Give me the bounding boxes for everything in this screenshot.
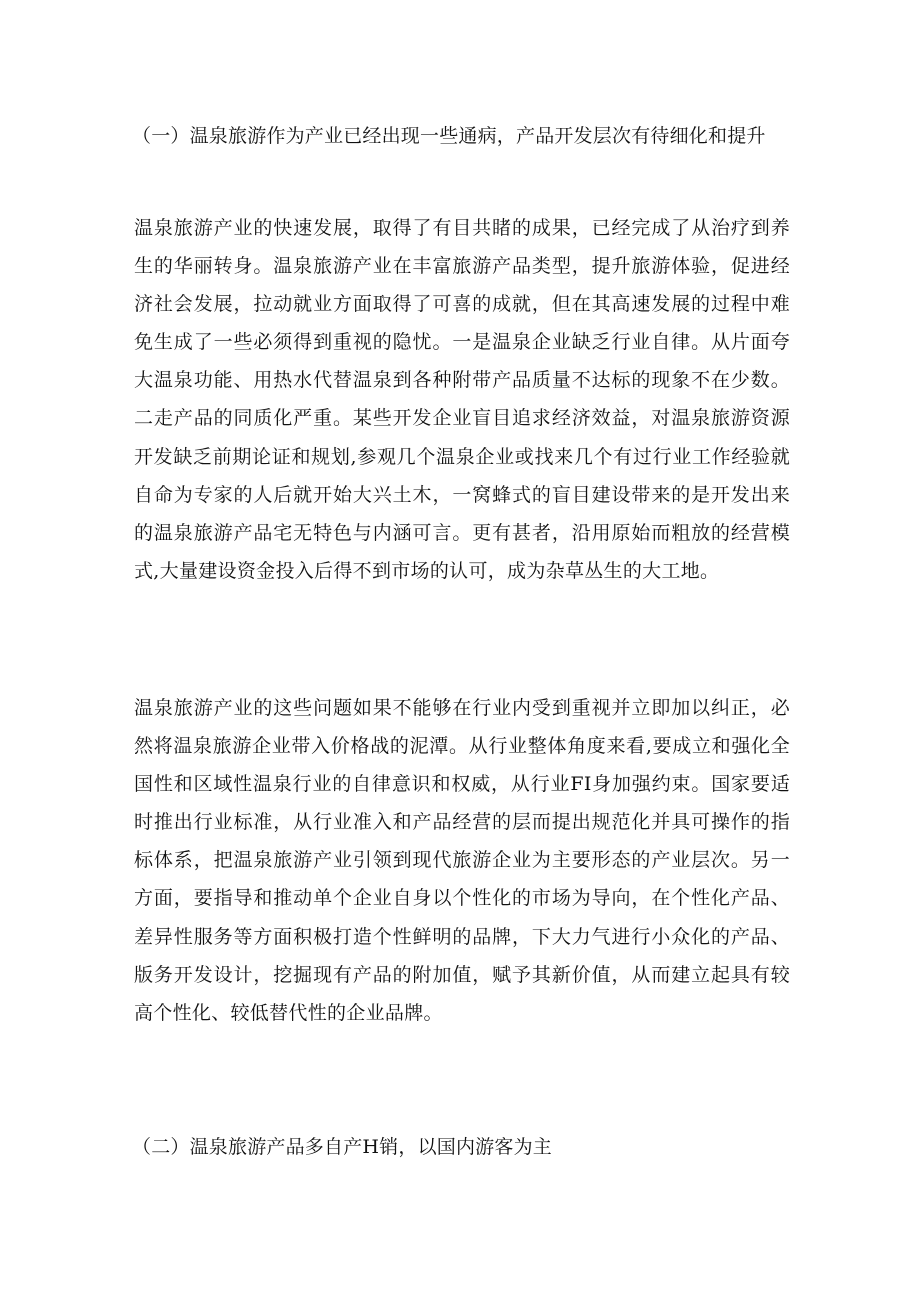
section-heading-1: （一）温泉旅游作为产业已经出现一些通病，产品开发层次有待细化和提升: [132, 125, 766, 147]
body-paragraph-1: 温泉旅游产业的快速发展，取得了有目共睹的成果，已经完成了从治疗到养生的华丽转身。温泉旅游产业在丰富旅游产品类型，提升旅游体验，促进经济社会发展，拉动就业方面取得了可喜的成就，但在其高速发展的过程中难免生成了一些必须得到重视的隐忧。一是温泉企业缺乏行业自律。从片面夸大温泉功能、用热水代替温泉到各种附带产品质量不达标的现象不在少数。二走产品的同质化严重。某些开发企业盲目追求经济效益，对温泉旅游资源开发缺乏前期论证和规划,参观几个温泉企业或找来几个有过行业工作经验就自命为专家的人后就开始大兴土木，一窝蜂式的盲目建设带来的是开发出来的温泉旅游产品宅无特色与内涵可言。更有甚者，沿用原始而粗放的经营模式,大量建设资金投入后得不到市场的认可，成为杂草丛生的大工地。: [134, 217, 790, 582]
body-paragraph-2: 温泉旅游产业的这些问题如果不能够在行业内受到重视并立即加以纠正，必然将温泉旅游企业带入价格战的泥潭。从行业整体角度来看,要成立和强化全国性和区域性温泉行业的自律意识和权威，从行业FI身加强约束。国家要适时推出行业标准，从行业准入和产品经营的层而提出规范化并具可操作的指标体系，把温泉旅游产业引领到现代旅游企业为主要形态的产业层次。另一方面，要指导和推动单个企业自身以个性化的市场为导向，在个性化产品、差异性服务等方面积极打造个性鲜明的品牌，下大力气进行小众化的产品、版务开发设计，挖掘现有产品的附加值，赋予其新价值，从而建立起具有较高个性化、较低替代性的企业品牌。: [134, 697, 790, 1024]
section-heading-2: （二）温泉旅游产品多自产H销，以国内游客为主: [132, 1136, 552, 1158]
